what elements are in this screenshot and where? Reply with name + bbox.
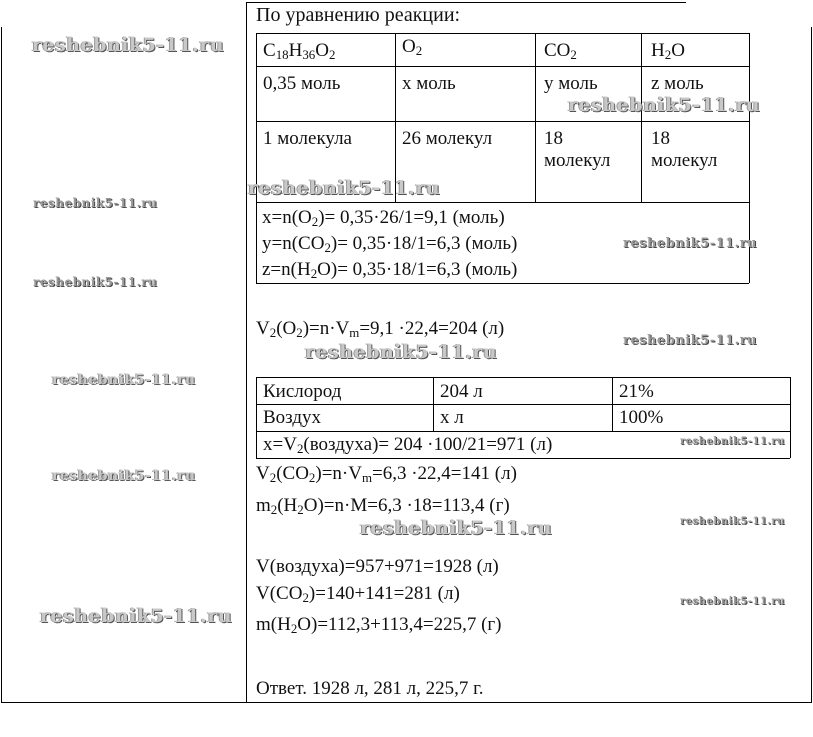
moles-cell: 0,35 моль [263,73,341,94]
watermark: reshebnik5-11.ru [680,436,785,447]
watermark: reshebnik5-11.ru [305,341,498,363]
column-divider [246,2,247,703]
molecules-cell: 26 молекул [402,128,493,149]
air-formula: $x=V_2(воздуха)= 204 \cdot 100/21=971$ (л) [263,434,553,457]
reaction-heading: По уравнению реакции: [256,4,461,26]
molecules-cell: 18 молекул [544,128,611,171]
watermark: reshebnik5-11.ru [623,333,758,348]
watermark: reshebnik5-11.ru [52,468,196,484]
header-oxygen: $O_2$ [402,36,423,59]
header-water: $H_2O$ [651,40,685,63]
calc-z: $z=n(H_2O)= 0,35\cdot 18/1=6,3$ (моль) [262,259,518,282]
calc-y: $y=n(CO_2)= 0,35\cdot 18/1=6,3$ (моль) [262,233,518,256]
air-cell: Воздух [263,407,322,428]
watermark: reshebnik5-11.ru [360,517,553,539]
moles-cell: z моль [651,73,704,94]
total-co2: $V(CO_2)=140+141=281$ (л) [256,583,460,606]
watermark: reshebnik5-11.ru [680,596,785,607]
total-air: V(воздуха)=957+971=1928 (л) [256,556,499,577]
watermark: reshebnik5-11.ru [32,34,225,56]
watermark: reshebnik5-11.ru [33,196,158,210]
watermark: reshebnik5-11.ru [248,177,441,199]
air-cell: 100% [619,407,664,428]
top-rule [246,2,686,3]
watermark: reshebnik5-11.ru [33,275,158,289]
header-stearic-acid: $C_{18}H_{36}O_2$ [263,40,336,63]
calc-x: $x=n(O_2)= 0,35\cdot 26/1=9,1$ (моль) [262,207,505,230]
final-answer: Ответ. 1928 л, 281 л, 225,7 г. [256,678,484,699]
watermark: reshebnik5-11.ru [680,516,785,527]
molecules-cell: 1 молекула [263,128,352,149]
watermark: reshebnik5-11.ru [568,94,761,116]
watermark: reshebnik5-11.ru [52,372,196,388]
watermark: reshebnik5-11.ru [40,605,233,627]
moles-cell: y моль [544,73,598,94]
volume-oxygen: $V_2(O_2)=n\cdot V_m=9,1 \cdot 22,4=204$ (л) [256,318,505,341]
watermark: reshebnik5-11.ru [623,236,758,251]
right-edge [811,27,812,703]
volume-co2: $V_2(CO_2)=n\cdot V_m=6,3 \cdot 22,4=141$ (л) [256,463,517,486]
header-co2: $CO_2$ [544,40,577,63]
air-cell: 204 л [440,381,483,402]
air-cell: Кислород [263,381,342,402]
molecules-cell: 18 молекул [651,128,718,171]
air-cell: 21% [619,381,654,402]
air-cell: x л [440,407,464,428]
moles-cell: x моль [402,73,456,94]
total-water: $m(H_2O)=112,3+113,4=225,7$ (г) [256,614,502,637]
mass-water: $m_2(H_2O)=n\cdot M=6,3 \cdot 18=113,4$ (г) [256,495,510,518]
